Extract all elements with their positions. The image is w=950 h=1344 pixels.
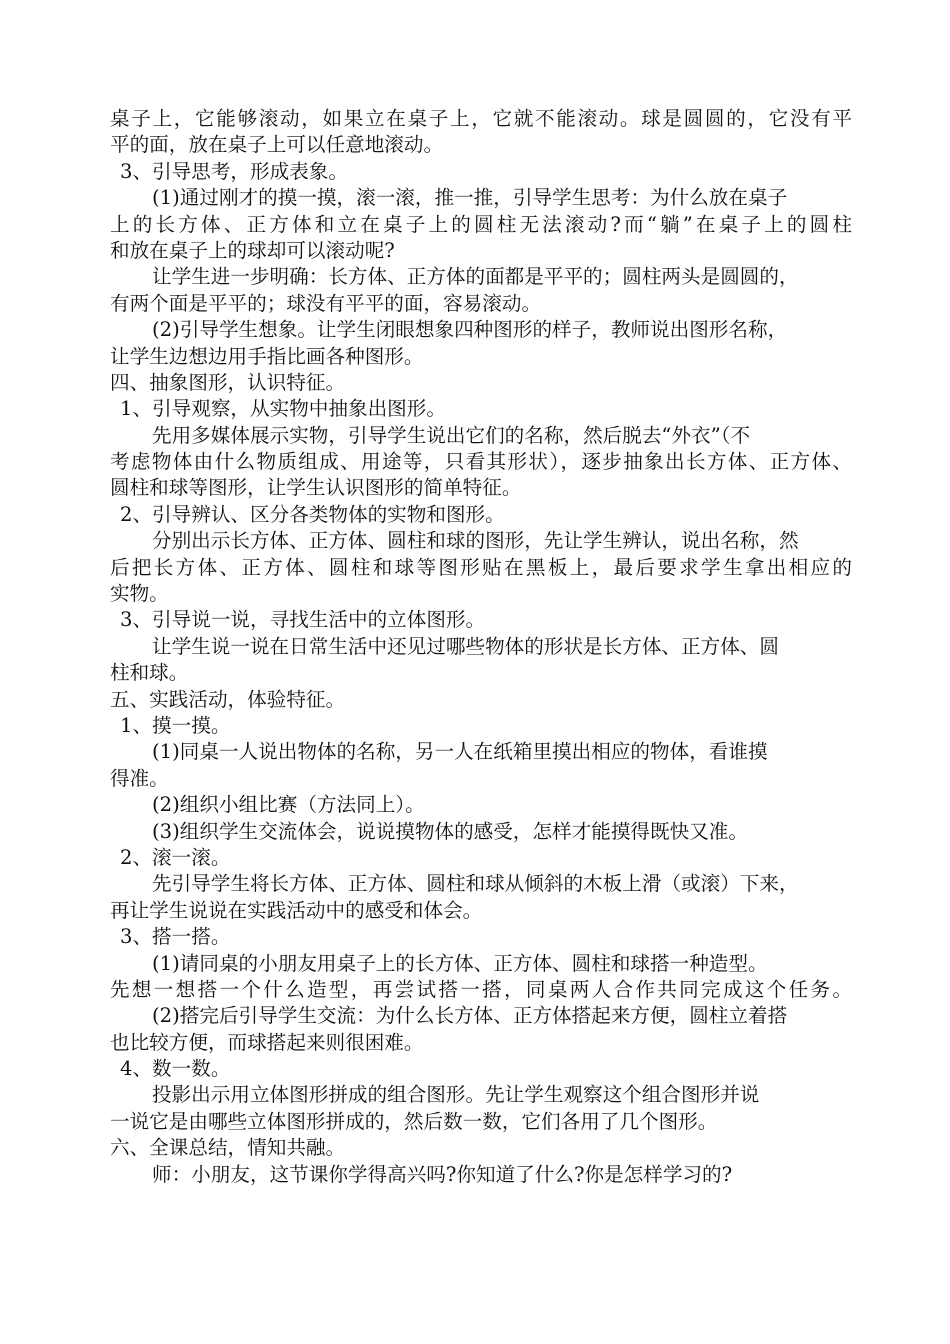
subsection-heading: 3、引导思考，形成表象。: [120, 159, 348, 183]
subsection-heading: 3、搭一搭。: [120, 925, 231, 949]
text-line: 实物。: [110, 582, 169, 606]
text-line: 让学生说一说在日常生活中还见过哪些物体的形状是长方体、正方体、圆: [152, 634, 779, 658]
text-line: 得准。: [110, 766, 169, 790]
text-line: 先用多媒体展示实物，引导学生说出它们的名称，然后脱去“外衣”（不: [152, 423, 751, 447]
text-line: 先引导学生将长方体、正方体、圆柱和球从倾斜的木板上滑（或滚）下来，: [152, 872, 799, 896]
lesson-text: [110, 106, 852, 1188]
text-line: (2)引导学生想象。让学生闭眼想象四种图形的样子，教师说出图形名称，: [152, 318, 788, 342]
text-line: 有两个面是平平的；球没有平平的面，容易滚动。: [110, 291, 542, 315]
text-line: 圆柱和球等图形，让学生认识图形的简单特征。: [110, 476, 522, 500]
text-line: 先想一想搭一个什么造型，再尝试搭一搭，同桌两人合作共同完成这个任务。: [110, 977, 852, 1001]
text-line: 让学生进一步明确：长方体、正方体的面都是平平的；圆柱两头是圆圆的，: [152, 265, 799, 289]
text-line: 师：小朋友，这节课你学得高兴吗?你知道了什么?你是怎样学习的?: [152, 1162, 733, 1186]
text-line: 平的面，放在桌子上可以任意地滚动。: [110, 133, 444, 157]
section-heading: 四、抽象图形，认识特征。: [110, 370, 346, 394]
text-line: (2)搭完后引导学生交流：为什么长方体、正方体搭起来方便，圆柱立着搭: [152, 1004, 788, 1028]
subsection-heading: 3、引导说一说，寻找生活中的立体图形。: [120, 608, 486, 632]
text-line: (1)通过刚才的摸一摸，滚一滚，推一推，引导学生思考：为什么放在桌子: [152, 186, 788, 210]
text-line: (2)组织小组比赛（方法同上）。: [152, 793, 425, 817]
subsection-heading: 1、引导观察，从实物中抽象出图形。: [120, 397, 446, 421]
text-line: 一说它是由哪些立体图形拼成的，然后数一数，它们各用了几个图形。: [110, 1109, 718, 1133]
subsection-heading: 1、摸一摸。: [120, 713, 231, 737]
text-line: 让学生边想边用手指比画各种图形。: [110, 344, 424, 368]
subsection-heading: 2、滚一滚。: [120, 845, 231, 869]
text-line: (3)组织学生交流体会，说说摸物体的感受，怎样才能摸得既快又准。: [152, 819, 748, 843]
section-heading: 六、全课总结，情知共融。: [110, 1136, 346, 1160]
text-line: (1)同桌一人说出物体的名称，另一人在纸箱里摸出相应的物体，看谁摸: [152, 740, 768, 764]
section-heading: 五、实践活动，体验特征。: [110, 687, 346, 711]
text-line: 上的长方体、正方体和立在桌子上的圆柱无法滚动?而“躺”在桌子上的圆柱: [110, 212, 852, 236]
text-line: 投影出示用立体图形拼成的组合图形。先让学生观察这个组合图形并说: [152, 1083, 760, 1107]
text-line: 考虑物体由什么物质组成、用途等，只看其形状），逐步抽象出长方体、正方体、: [110, 450, 852, 474]
text-line: 分别出示长方体、正方体、圆柱和球的图形，先让学生辨认，说出名称，然: [152, 529, 799, 553]
text-line: 和放在桌子上的球却可以滚动呢?: [110, 238, 395, 262]
text-line: 桌子上，它能够滚动，如果立在桌子上，它就不能滚动。球是圆圆的，它没有平: [110, 107, 852, 130]
subsection-heading: 4、数一数。: [120, 1057, 231, 1081]
text-line: 再让学生说说在实践活动中的感受和体会。: [110, 898, 483, 922]
text-line: (1)请同桌的小朋友用桌子上的长方体、正方体、圆柱和球搭一种造型。: [152, 951, 768, 975]
text-line: 柱和球。: [110, 661, 189, 685]
text-line: 后把长方体、正方体、圆柱和球等图形贴在黑板上，最后要求学生拿出相应的: [110, 555, 852, 579]
subsection-heading: 2、引导辨认、区分各类物体的实物和图形。: [120, 502, 505, 526]
text-line: 也比较方便，而球搭起来则很困难。: [110, 1030, 424, 1054]
